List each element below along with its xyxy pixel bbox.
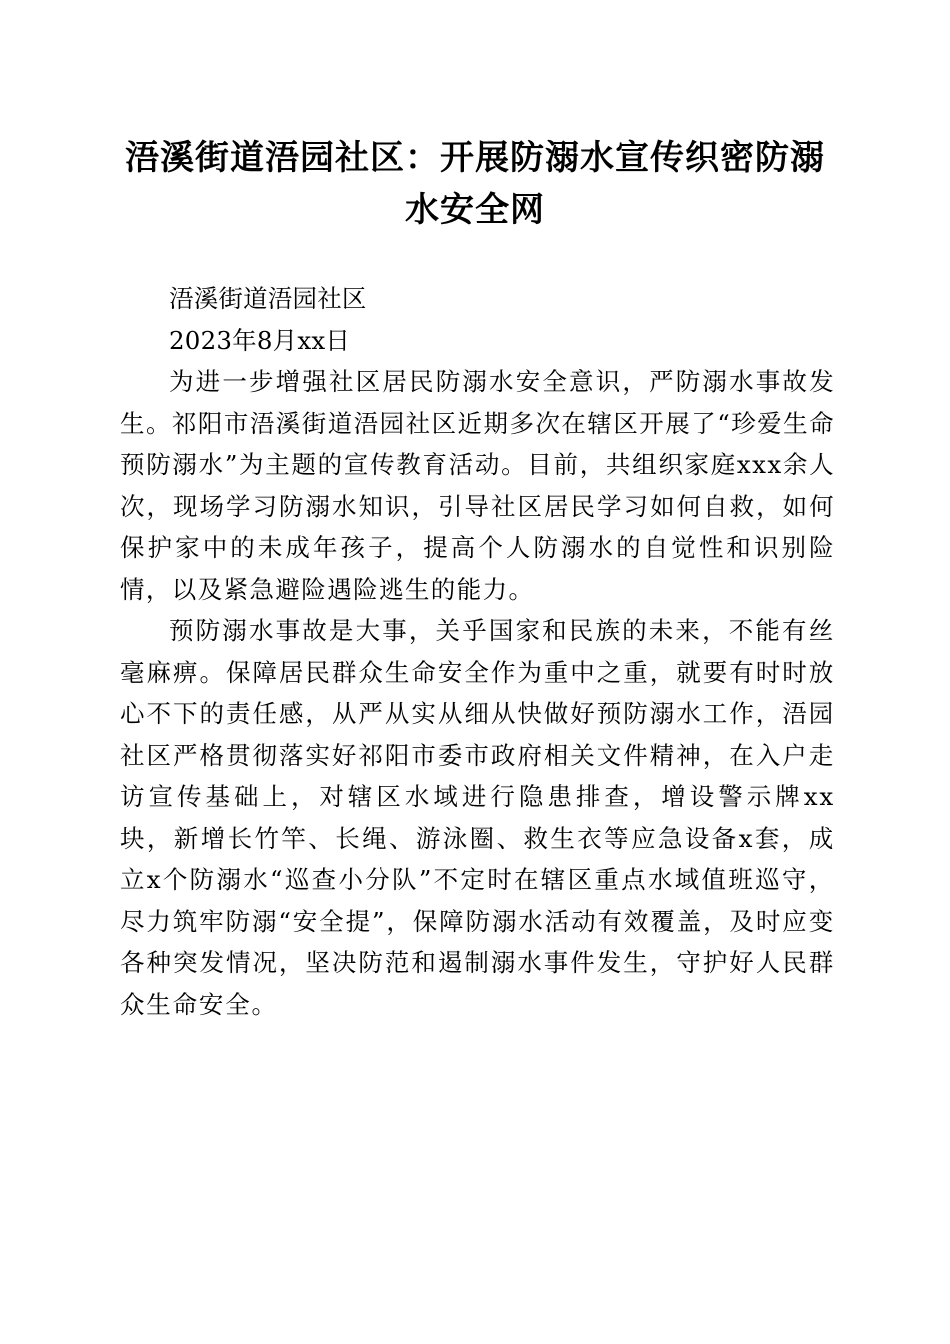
author-line: 浯溪街道浯园社区: [169, 284, 367, 313]
paragraph-2: 预防溺水事故是大事，关乎国家和民族的未来，不能有丝毫麻痹。保障居民群众生命安全作为重中之重，就要有时时放心不下的责任感，从严从实从细从快做好预防溺水工作，浯园社区严格贯彻落实好祁阳市委市政府相关文件精神，在入户走访宣传基础上，对辖区水域进行隐患排查，增设警示牌xx块，新增长竹竿、长绳、游泳圈、救生衣等应急设备x套，成立x个防溺水“巡查小分队”不定时在辖区重点水域值班巡守，尽力筑牢防溺“安全提”，保障防溺水活动有效覆盖，及时应变各种突发情况，坚决防范和遏制溺水事件发生，守护好人民群众生命安全。: [120, 616, 835, 1019]
date-line: 2023年8月xx日: [169, 325, 351, 355]
document-body: [120, 278, 835, 1025]
document-title: 浯溪街道浯园社区：开展防溺水宣传织密防溺水安全网: [125, 138, 825, 230]
paragraph-1: 为进一步增强社区居民防溺水安全意识，严防溺水事故发生。祁阳市浯溪街道浯园社区近期多次在辖区开展了“珍爱生命预防溺水”为主题的宣传教育活动。目前，共组织家庭xxx余人次，现场学习防溺水知识，引导社区居民学习如何自救，如何保护家中的未成年孩子，提高个人防溺水的自觉性和识别险情，以及紧急避险遇险逃生的能力。: [120, 367, 835, 604]
